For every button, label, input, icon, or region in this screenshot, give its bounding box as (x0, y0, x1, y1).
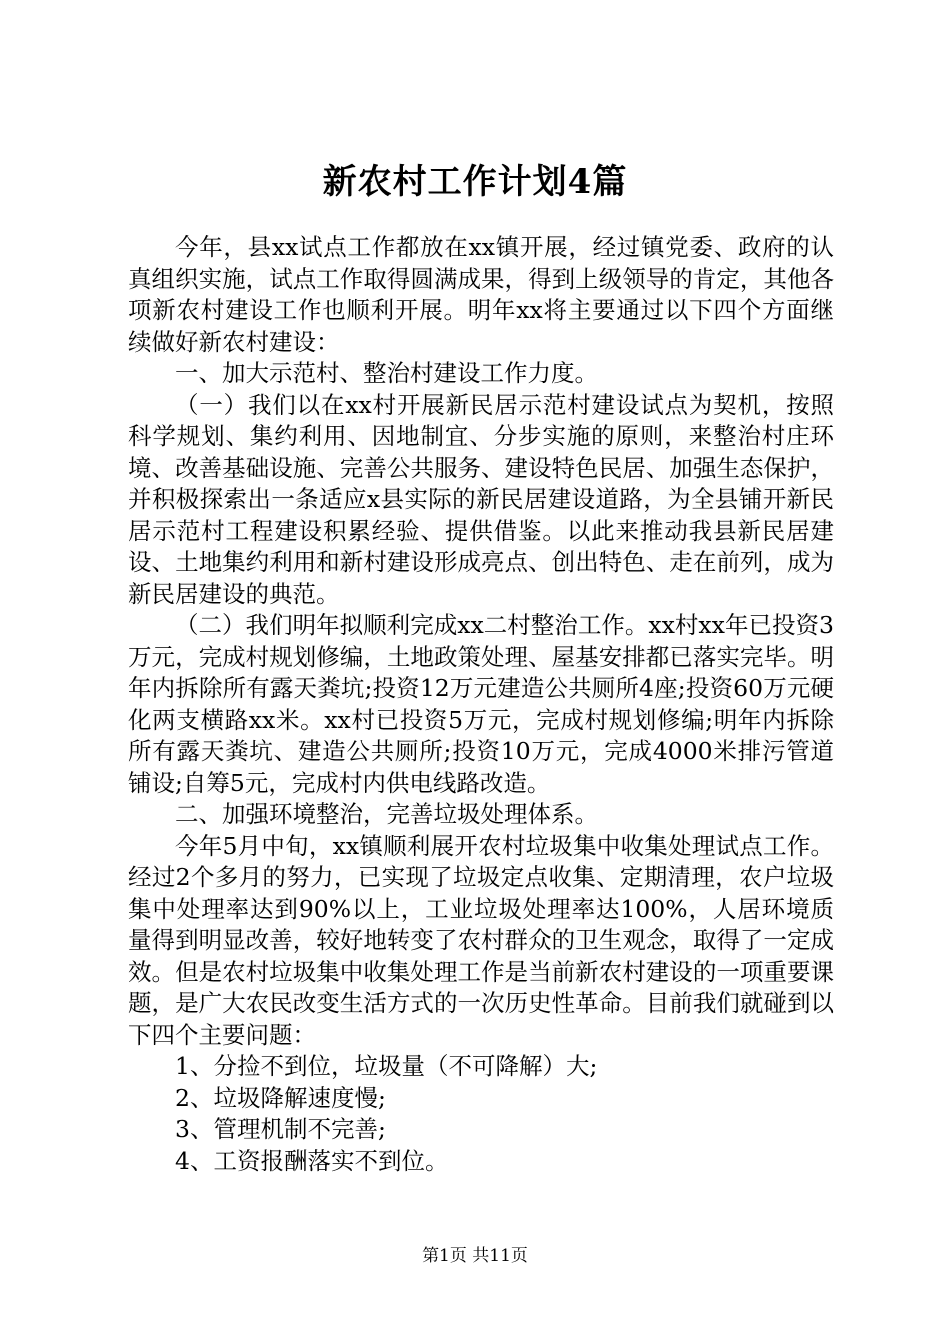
list-item-problem-1: 1、分捡不到位，垃圾量（不可降解）大; (175, 1052, 598, 1080)
page-number-footer: 第1页 共11页 (422, 1246, 528, 1266)
heading-section-1: 一、加大示范村、整治村建设工作力度。 (175, 359, 598, 387)
list-item-problem-3: 3、管理机制不完善; (175, 1115, 386, 1143)
paragraph-intro: 今年，县xx试点工作都放在xx镇开展，经过镇党委、政府的认真组织实施，试点工作取得圆满成果，得到上级领导的肯定，其他各项新农村建设工作也顺利开展。明年xx将主要通过以下四个方面继续做好新农村建设： (128, 233, 834, 356)
heading-section-2: 二、加强环境整治，完善垃圾处理体系。 (175, 800, 598, 828)
document-body (128, 232, 834, 1177)
document-title: 新农村工作计划4篇 (322, 162, 628, 202)
list-item-problem-4: 4、工资报酬落实不到位。 (175, 1146, 449, 1175)
paragraph-section-1-part-1: （一）我们以在xx村开展新民居示范村建设试点为契机，按照科学规划、集约利用、因地制宜、分步实施的原则，来整治村庄环境、改善基础设施、完善公共服务、建设特色民居、加强生态保护，并积极探索出一条适应x县实际的新民居建设道路，为全县铺开新民居示范村工程建设积累经验、提供借鉴。以此来推动我县新民居建设、土地集约利用和新村建设形成亮点、创出特色、走在前列，成为新民居建设的典范。 (128, 390, 834, 608)
paragraph-section-1-part-2: （二）我们明年拟顺利完成xx二村整治工作。xx村xx年已投资3万元，完成村规划修编，土地政策处理、屋基安排都已落实完毕。明年内拆除所有露天粪坑;投资12万元建造公共厕所4座;投资60万元硬化两支横路xx米。xx村已投资5万元，完成村规划修编;明年内拆除所有露天粪坑、建造公共厕所;投资10万元，完成4000米排污管道铺设;自筹5元，完成村内供电线路改造。 (128, 611, 834, 797)
paragraph-section-2: 今年5月中旬，xx镇顺利展开农村垃圾集中收集处理试点工作。经过2个多月的努力，已实现了垃圾定点收集、定期清理，农户垃圾集中处理率达到90%以上，工业垃圾处理率达100%，人居环境质量得到明显改善，较好地转变了农村群众的卫生观念，取得了一定成效。但是农村垃圾集中收集处理工作是当前新农村建设的一项重要课题，是广大农民改变生活方式的一次历史性革命。目前我们就碰到以下四个主要问题： (128, 831, 834, 1049)
list-item-problem-2: 2、垃圾降解速度慢; (175, 1083, 386, 1112)
